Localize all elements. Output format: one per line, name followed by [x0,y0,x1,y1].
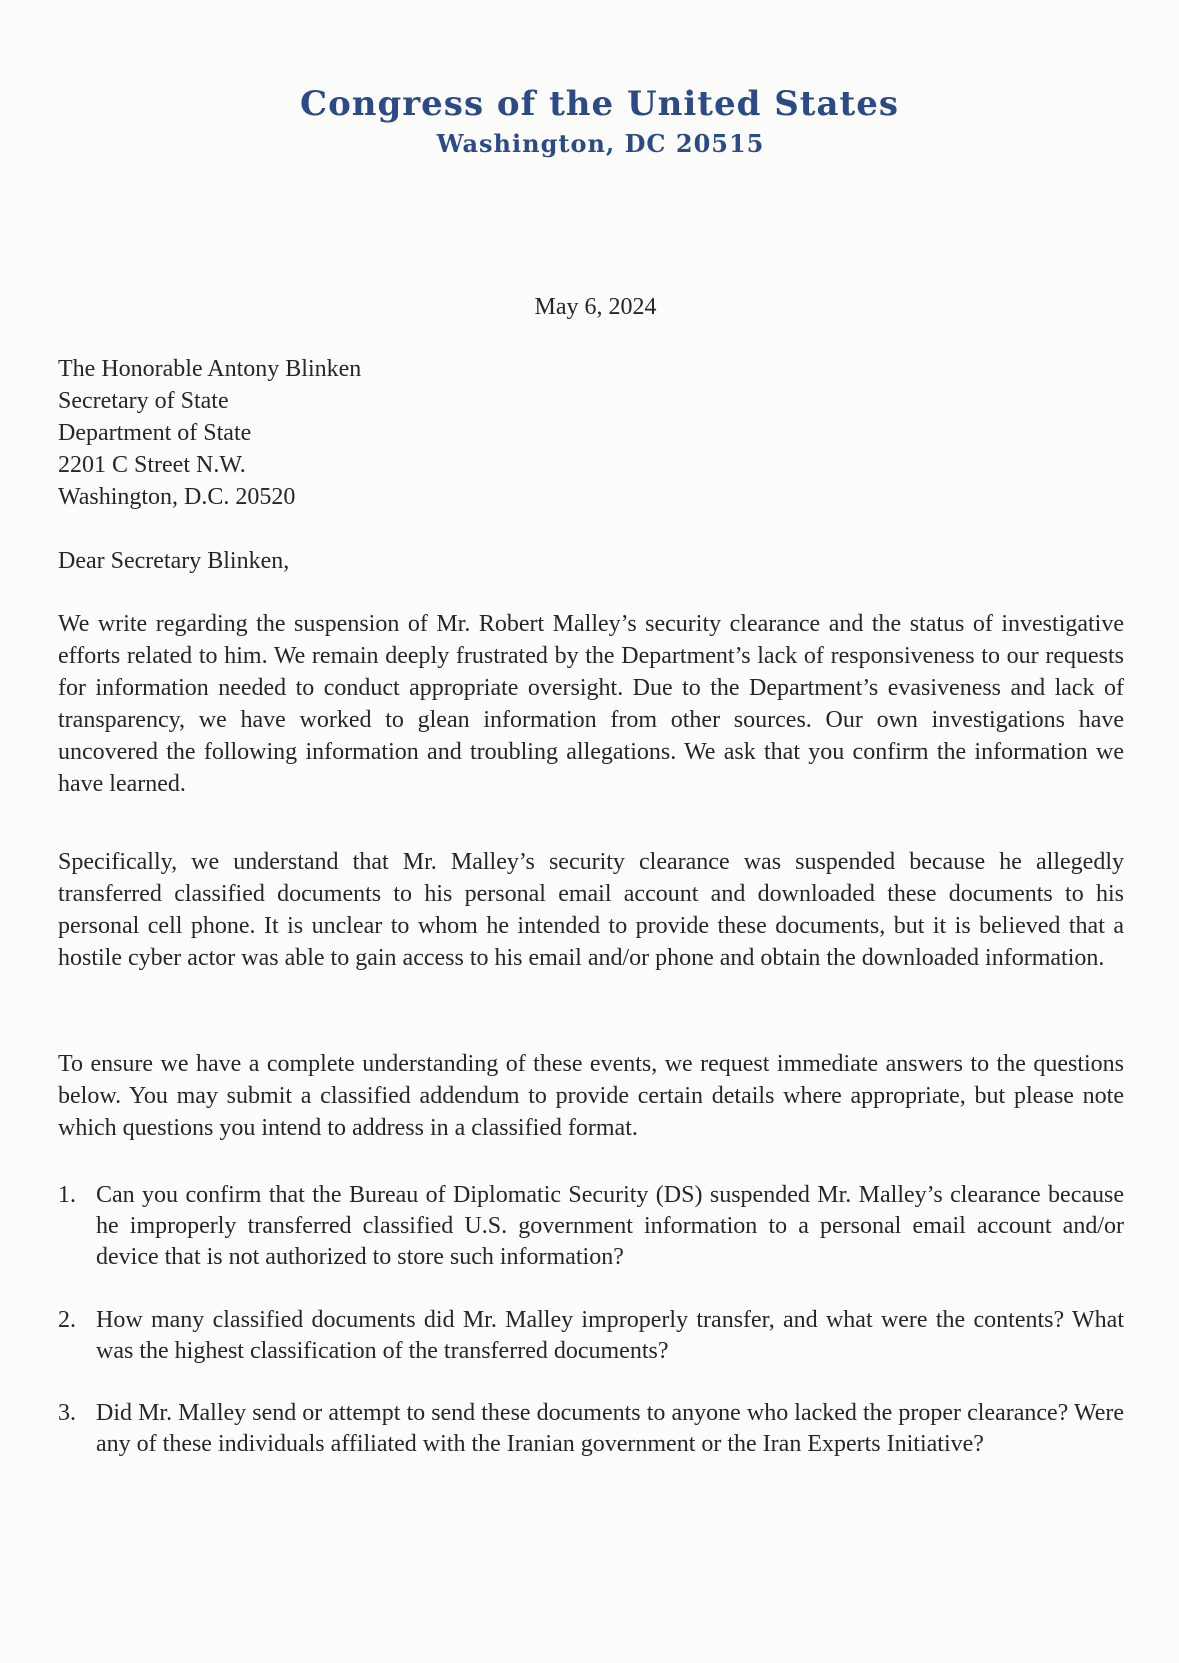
letterhead [0,82,1179,160]
body-paragraph: We write regarding the suspension of Mr. Robert Malley’s security clearance and the status of investigative efforts related to him. We remain deeply frustrated by the Department’s lack of responsiveness to our requests for information needed to conduct appropriate oversight. Due to the Department’s evasiveness and lack of transparency, we have worked to glean information from other sources. Our own investigations have uncovered the following information and troubling allegations. We ask that you confirm the information we have learned. [58,611,1124,797]
recipient-line: The Honorable Antony Blinken [58,356,362,382]
recipient-line: Department of State [58,420,252,446]
recipient-line: Washington, D.C. 20520 [58,484,296,510]
question-number: 2. [58,1307,76,1333]
question-text: Did Mr. Malley send or attempt to send these documents to anyone who lacked the proper clearance? Were any of these individuals affiliated with the Iranian government or the Iran Experts Initiative? [96,1400,1124,1457]
question-item [58,1398,1124,1460]
question-number: 1. [58,1182,76,1208]
question-text: How many classified documents did Mr. Malley improperly transfer, and what were the contents? What was the highest classification of the transferred documents? [96,1307,1124,1364]
recipient-address [58,353,1124,513]
recipient-line: 2201 C Street N.W. [58,452,246,478]
question-text: Can you confirm that the Bureau of Diplomatic Security (DS) suspended Mr. Malley’s clearance because he improperly transferred classified U.S. government information to a personal email account and/or device that is not authorized to store such information? [96,1182,1124,1270]
question-item [58,1305,1124,1367]
body-paragraph: To ensure we have a complete understanding of these events, we request immediate answers to the questions below. You may submit a classified addendum to provide certain details where appropriate, but please note which questions you intend to address in a classified format. [58,1051,1124,1141]
letterhead-address: Washington, DC 20515 [436,129,765,158]
salutation: Dear Secretary Blinken, [58,548,290,574]
question-item [58,1180,1124,1273]
letterhead-title: Congress of the United States [300,84,899,124]
letter-date: May 6, 2024 [534,294,657,320]
question-number: 3. [58,1400,76,1426]
recipient-line: Secretary of State [58,388,229,414]
body-paragraph: Specifically, we understand that Mr. Malley’s security clearance was suspended because he allegedly transferred classified documents to his personal email account and downloaded these documents to his personal cell phone. It is unclear to whom he intended to provide these documents, but it is believed that a hostile cyber actor was able to gain access to his email and/or phone and obtain the downloaded information. [58,849,1124,971]
